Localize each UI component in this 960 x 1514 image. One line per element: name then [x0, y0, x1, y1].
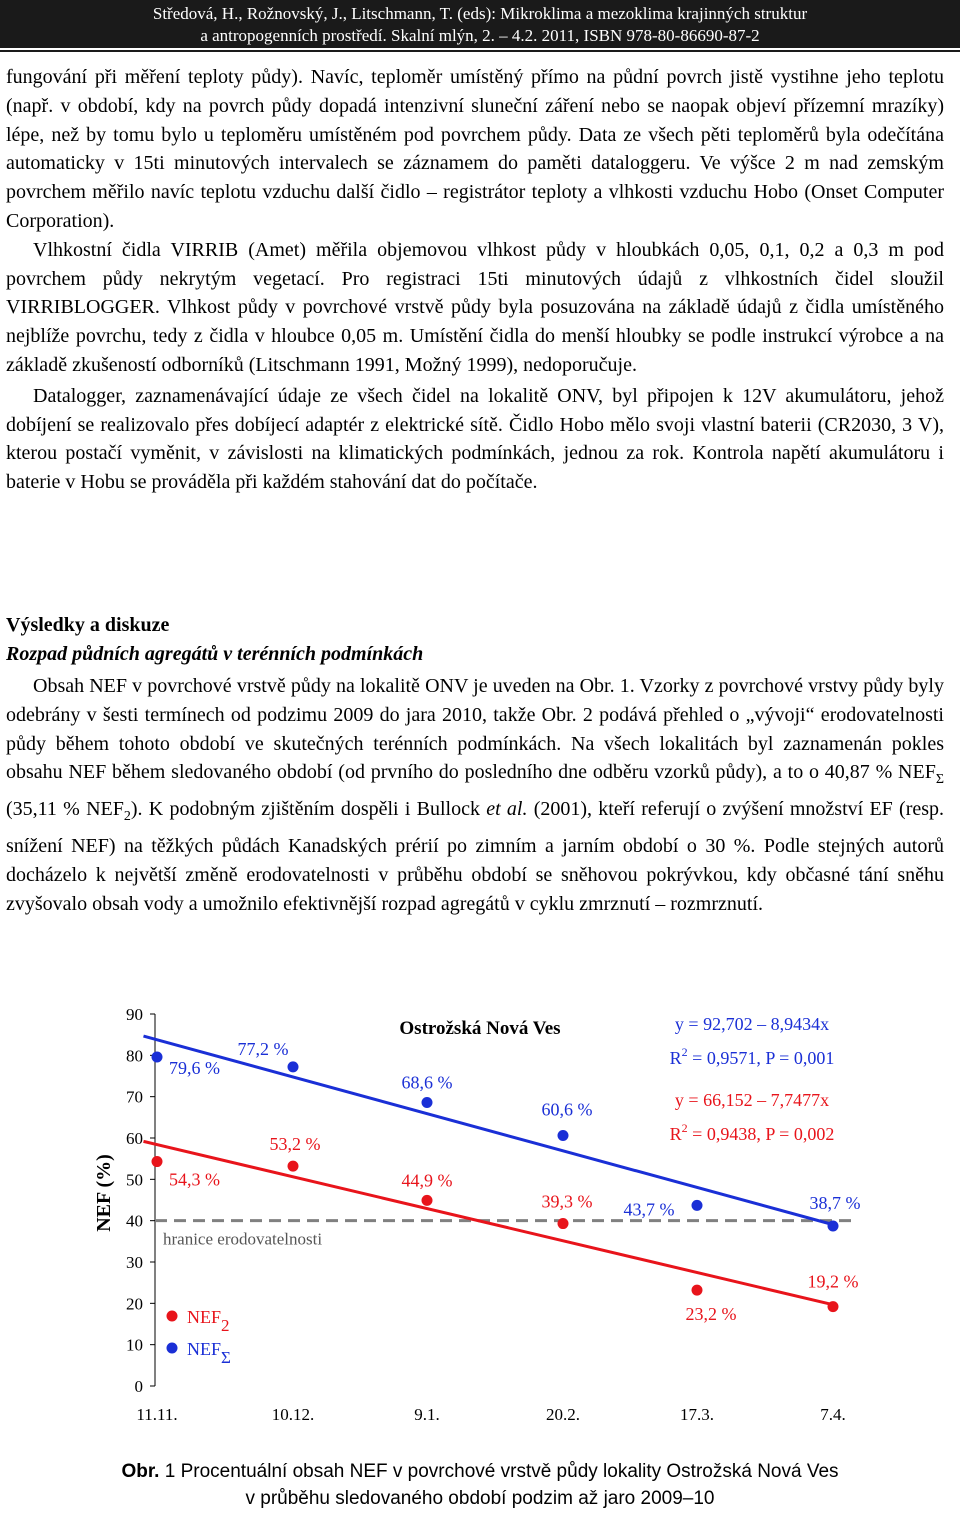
- r2-superscript: 2: [681, 1121, 688, 1135]
- y-tick-label: 40: [126, 1211, 143, 1231]
- x-tick-label: 11.11.: [136, 1405, 178, 1424]
- point-nef-2: [288, 1161, 299, 1172]
- header-divider: [0, 50, 960, 52]
- caption-line-1: [0, 1458, 960, 1485]
- data-label-nef-2: 53,2 %: [269, 1134, 321, 1155]
- caption-text: Procentuální obsah NEF v povrchové vrstvě půdy lokality Ostrožská Nová Ves: [175, 1461, 839, 1482]
- results-sub-2: 2: [123, 809, 131, 825]
- caption-number: 1: [159, 1461, 176, 1482]
- chart-title: Ostrožská Nová Ves: [399, 1018, 561, 1039]
- trend-line-nef-2: [143, 1141, 833, 1304]
- results-text: [6, 672, 944, 918]
- r2-nef-sigma: [670, 1045, 835, 1068]
- r2-value: = 0,9571, P = 0,001: [687, 1048, 835, 1068]
- equation-nef-sigma: y = 92,702 – 8,9434x: [674, 1014, 830, 1034]
- point-nef-sigma: [152, 1051, 163, 1062]
- point-nef-sigma: [828, 1221, 839, 1232]
- data-label-nef-sigma: 68,6 %: [401, 1072, 453, 1093]
- point-nef-sigma: [558, 1130, 569, 1141]
- point-nef-2: [422, 1195, 433, 1206]
- data-label-nef-2: 19,2 %: [807, 1271, 859, 1292]
- x-tick-label: 10.12.: [271, 1405, 315, 1424]
- legend-subscript: Σ: [221, 1348, 231, 1367]
- methods-text: [6, 63, 944, 497]
- figure-caption: [0, 1458, 960, 1512]
- paragraph-2: Vlhkostní čidla VIRRIB (Amet) měřila objemovou vlhkost půdy v hloubkách 0,05, 0,1, 0,2 a 0,3 m pod povrchem půdy nekrytým vegetací. Pro registraci 15ti minutových údajů z vlhkostních čidel sloužil VIRRIBLOGGER. Vlhkost půdy v povrchové vrstvě půdy byla posuzována na základě údajů z čidla umístěného nejblíže povrchu, tedy z čidla v hloubce 0,05 m. Umístění čidla do menší hloubky se podle instrukcí výrobce a na základě zkušeností odborníků (Litschmann 1991, Možný 1999), nedoporučuje.: [6, 238, 944, 376]
- x-tick-label: 20.2.: [546, 1405, 580, 1424]
- point-nef-sigma: [288, 1061, 299, 1072]
- legend-label-nef-2: [187, 1307, 230, 1335]
- data-label-nef-sigma: 60,6 %: [541, 1099, 593, 1120]
- legend-name: NEF: [187, 1339, 222, 1359]
- data-label-nef-sigma: 38,7 %: [809, 1193, 861, 1214]
- results-sub-sigma: Σ: [935, 772, 944, 788]
- threshold-label: hranice erodovatelnosti: [163, 1229, 323, 1249]
- results-etal: et al.: [486, 798, 528, 821]
- r2-letter: R: [669, 1048, 682, 1068]
- chart-svg: [0, 990, 960, 1450]
- y-tick-label: 80: [126, 1046, 143, 1066]
- y-tick-label: 30: [126, 1253, 143, 1272]
- x-tick-label: 17.3.: [680, 1405, 714, 1424]
- y-tick-label: 50: [126, 1170, 143, 1190]
- r2-value: = 0,9438, P = 0,002: [687, 1124, 835, 1144]
- results-paragraph: [6, 672, 944, 918]
- r2-letter: R: [669, 1124, 682, 1144]
- y-tick-label: 10: [126, 1335, 143, 1355]
- x-tick-label: 7.4.: [820, 1405, 846, 1424]
- legend-marker-nef-2: [167, 1311, 178, 1322]
- equation-nef-2: y = 66,152 – 7,7477x: [674, 1090, 830, 1110]
- data-label-nef-sigma: 79,6 %: [169, 1057, 220, 1078]
- x-tick-label: 9.1.: [414, 1405, 440, 1424]
- legend-marker-nef-sigma: [167, 1343, 178, 1354]
- point-nef-2: [558, 1218, 569, 1229]
- y-axis-title: NEF (%): [93, 1154, 115, 1232]
- caption-label: Obr.: [121, 1461, 160, 1482]
- results-part-2: (35,11 % NEF: [6, 798, 124, 821]
- point-nef-2: [828, 1301, 839, 1312]
- y-tick-label: 70: [126, 1087, 143, 1107]
- paragraph-1: fungování při měření teploty půdy). Navíc, teploměr umístěný přímo na půdní povrch jistě vystihne jeho teplotu (např. v období, kdy na povrch půdy dopadá intenzivní sluneční záření nebo se naopak objeví přízemní mrazíky) lépe, než by tomu bylo u teploměru umístěném pod povrchem půdy. Data ze všech pěti teploměrů byla odečítána automaticky v 15ti minutových intervalech se záznamem do paměti dataloggeru. Ve výšce 2 m nad zemským povrchem měřilo navíc teplotu vzduchu další čidlo – registrátor teploty a vlhkosti vzduchu Hobo (Onset Computer Corporation).: [6, 66, 944, 232]
- point-nef-sigma: [422, 1097, 433, 1108]
- point-nef-2: [152, 1156, 163, 1167]
- chart-marks: [143, 1014, 860, 1367]
- legend-name: NEF: [187, 1307, 222, 1327]
- data-label-nef-sigma: 77,2 %: [237, 1038, 289, 1059]
- point-nef-2: [692, 1285, 703, 1296]
- y-tick-label: 90: [126, 1005, 143, 1024]
- r2-nef-2: [670, 1121, 835, 1144]
- results-part-4: (2001), kteří referují o zvýšení množství EF (resp. snížení NEF) na těžkých půdách Kanadských prérií po zimním a jarním období o 30 %. Podle stejných autorů docházelo k největší změně erodovatelnosti v průběhu období se sněhovou pokrývkou, kdy občasné tání sněhu zvyšovalo obsah vody a umožnilo efektivnější rozpad agregátů v cyklu zmrznutí – rozmrznutí.: [6, 798, 945, 915]
- data-label-nef-2: 54,3 %: [169, 1169, 220, 1190]
- data-label-nef-2: 39,3 %: [541, 1191, 593, 1212]
- section-heading: Výsledky a diskuze: [6, 614, 170, 636]
- caption-line-2: v průběhu sledovaného období podzim až jaro 2009–10: [245, 1488, 715, 1509]
- y-tick-label: 0: [134, 1377, 143, 1396]
- legend-label-nef-sigma: [187, 1339, 231, 1367]
- subsection-heading: Rozpad půdních agregátů v terénních podmínkách: [6, 643, 424, 665]
- header-line-1: Středová, H., Rožnovský, J., Litschmann, T. (eds): Mikroklima a mezoklima krajinných struktur: [152, 4, 808, 23]
- results-part-1: Obsah NEF v povrchové vrstvě půdy na lokalitě ONV je uveden na Obr. 1. Vzorky z povrchové vrstvy půdy byly odebrány v šesti termínech od podzimu 2009 do jara 2010, takže Obr. 2 podává přehled o „vývoji“ erodovatelnosti půdy během tohoto období ve skutečných terénních podmínkách. Na všech lokalitách byl zaznamenán pokles obsahu NEF během sledovaného období (od prvního do posledního dne odběru vzorků půdy), a to o 40,87 % NEF: [6, 675, 944, 784]
- legend-subscript: 2: [221, 1316, 230, 1335]
- conference-header: [0, 0, 960, 48]
- results-part-3: ). K podobným zjištěním dospěli i Bullock: [130, 798, 487, 821]
- header-line-2: a antropogenních prostředí. Skalní mlýn, 2. – 4.2. 2011, ISBN 978-80-86690-87-2: [200, 26, 760, 45]
- y-tick-label: 20: [126, 1294, 143, 1314]
- r2-superscript: 2: [681, 1045, 688, 1059]
- data-label-nef-sigma: 43,7 %: [623, 1199, 675, 1220]
- figure-1-chart: [0, 990, 960, 1450]
- point-nef-sigma: [692, 1200, 703, 1211]
- data-label-nef-2: 23,2 %: [685, 1304, 737, 1325]
- y-tick-label: 60: [126, 1129, 143, 1148]
- paragraph-3: Datalogger, zaznamenávající údaje ze všech čidel na lokalitě ONV, byl připojen k 12V akumulátoru, jehož dobíjení se realizovalo přes dobíjecí adaptér z elektrické sítě. Čidlo Hobo mělo svoji vlastní baterii (CR2030, 3 V), kterou postačí vyměnit, v závislosti na klimatických podmínkách, jednou za rok. Kontrola napětí akumulátoru i baterie v Hobu se prováděla při každém stahování dat do počítače.: [6, 384, 944, 494]
- data-label-nef-2: 44,9 %: [401, 1170, 453, 1191]
